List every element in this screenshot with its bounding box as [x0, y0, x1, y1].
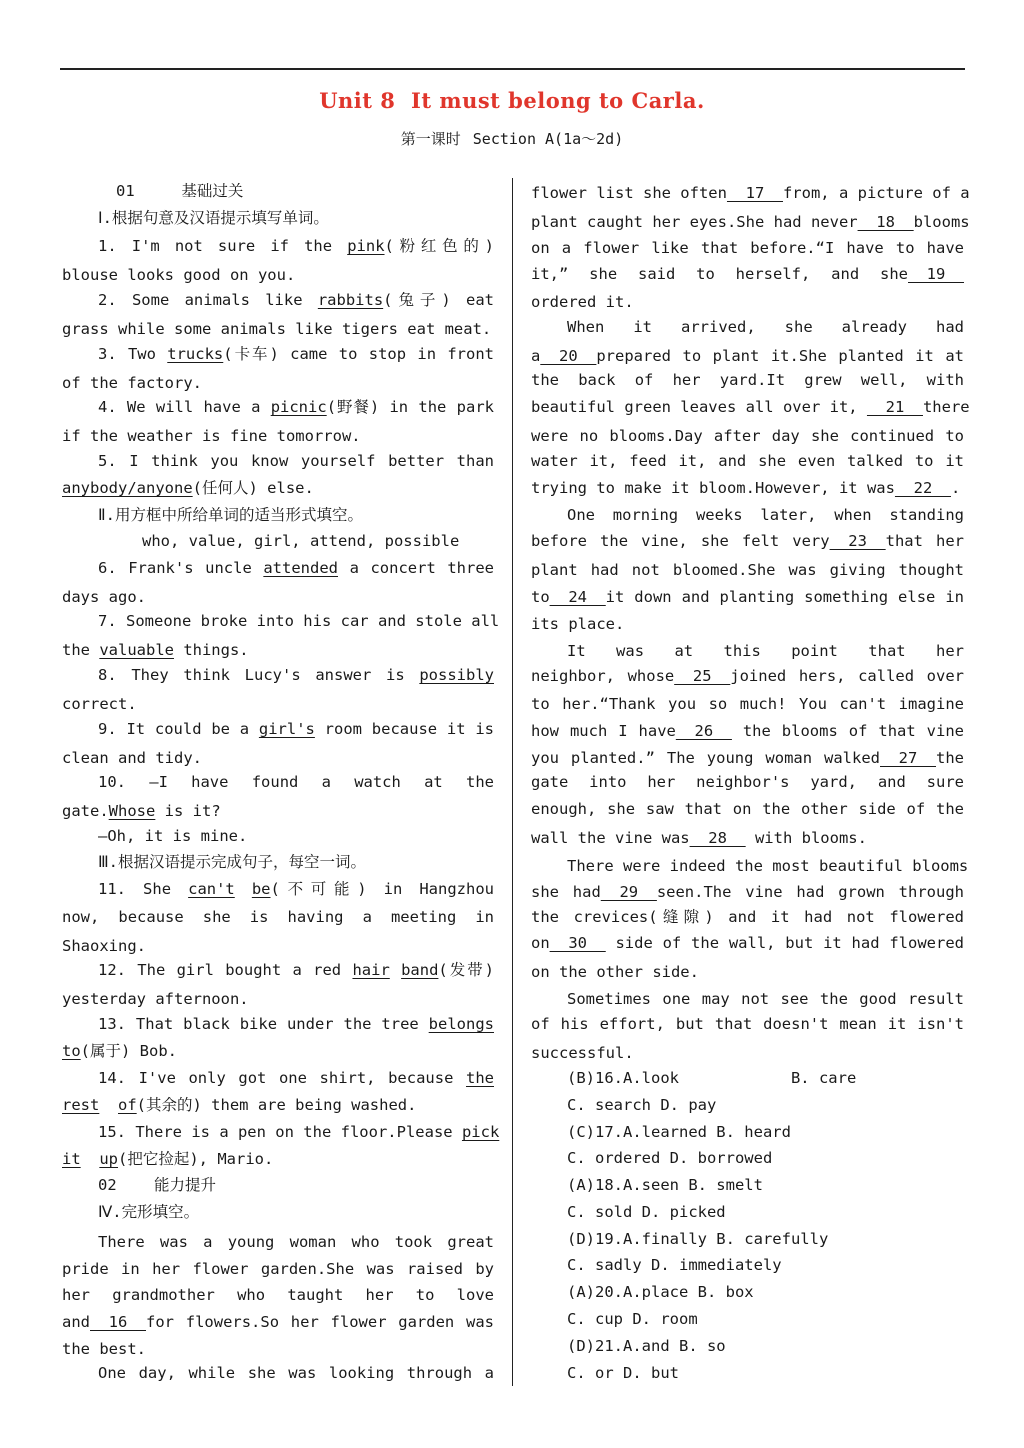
cloze-line: Sometimes one may not see the good result: [567, 990, 964, 1008]
cloze-line: It was at this point that her: [567, 642, 964, 660]
question-7-cont: the valuable things.: [62, 641, 249, 659]
cloze-line: There were indeed the most beautiful blooms: [567, 857, 969, 875]
blank-29: __29__: [600, 883, 657, 901]
question-6-cont: days ago.: [62, 588, 146, 606]
answer-15c: up: [99, 1150, 119, 1168]
question-15: 15. There is a pen on the floor.Please pick: [98, 1123, 500, 1141]
page-title: Unit 8 It must belong to Carla.: [319, 88, 705, 113]
cloze-line: There was a young woman who took great: [98, 1233, 494, 1251]
question-6: 6. Frank's uncle attended a concert three: [98, 559, 495, 577]
cloze-line: to__24__it down and planting something else in: [531, 588, 964, 606]
answer-11b: be: [251, 880, 271, 898]
cloze-line: her grandmother who taught her to love: [62, 1286, 494, 1304]
answer-12a: hair: [352, 961, 390, 979]
cloze-line: pride in her flower garden.She was raised by: [62, 1260, 494, 1278]
cloze-line: how much I have__26__ the blooms of that vine: [531, 722, 964, 740]
cloze-line: on a flower like that before.“I have to have: [531, 239, 964, 257]
question-10-reply: —Oh, it is mine.: [98, 827, 248, 845]
cloze-line: ordered it.: [531, 293, 634, 311]
answer-15a: pick: [461, 1123, 500, 1141]
option-16: (B)16.A.look B. care: [567, 1069, 857, 1087]
answer-4: picnic: [270, 398, 327, 416]
question-10-cont: gate.Whose is it?: [62, 802, 221, 820]
column-divider: [512, 178, 513, 1386]
page-subtitle: [0, 128, 1024, 149]
cloze-line: on the other side.: [531, 963, 699, 981]
cloze-line: plant had not bloomed.She was giving thought: [531, 561, 964, 579]
cloze-line: trying to make it bloom.However, it was__22__.: [531, 479, 961, 497]
question-1: 1. I'm not sure if the pink(粉红色的): [98, 237, 494, 255]
question-13: 13. That black bike under the tree belongs: [98, 1015, 494, 1033]
answer-13b: to: [62, 1042, 81, 1060]
section-heading-02: 02 能力提升: [98, 1176, 217, 1194]
answer-7: valuable: [99, 641, 174, 659]
question-11-cont: now, because she is having a meeting in: [62, 908, 494, 926]
cloze-line: on__30__ side of the wall, but it had flowered: [531, 934, 964, 952]
answer-15b: it: [62, 1150, 81, 1168]
answer-14a: the: [466, 1069, 494, 1087]
section-heading-01: 01 基础过关: [116, 182, 244, 200]
cloze-line: One morning weeks later, when standing: [567, 506, 964, 524]
option-21: (D)21.A.and B. so: [567, 1337, 726, 1355]
question-8: 8. They think Lucy's answer is possibly: [98, 666, 494, 684]
question-7: 7. Someone broke into his car and stole all: [98, 612, 500, 630]
cloze-line: you planted.” The young woman walked__27__the: [531, 749, 964, 767]
answer-10: Whose: [108, 802, 156, 820]
question-11-cont2: Shaoxing.: [62, 937, 146, 955]
part-2-heading: Ⅱ.用方框中所给单词的适当形式填空。: [98, 506, 363, 524]
question-5: 5. I think you know yourself better than: [98, 452, 494, 470]
answer-8: possibly: [419, 666, 494, 684]
cloze-line: the crevices(缝隙) and it had not flowered: [531, 908, 964, 926]
cloze-line: a__20__prepared to plant it.She planted it at: [531, 347, 964, 365]
option-20: (A)20.A.place B. box: [567, 1283, 754, 1301]
blank-21: __21__: [866, 398, 923, 416]
cloze-line: to her.“Thank you so much! You can't imagine: [531, 695, 964, 713]
blank-23: __23__: [829, 532, 886, 550]
cloze-line: it,” she said to herself, and she__19__: [531, 265, 964, 283]
question-12-cont: yesterday afternoon.: [62, 990, 249, 1008]
answer-5: anybody/anyone: [62, 479, 193, 497]
blank-27: __27__: [880, 749, 936, 767]
option-16-cd: C. search D. pay: [567, 1096, 717, 1114]
blank-20: __20__: [540, 347, 597, 365]
question-4: 4. We will have a picnic(野餐) in the park: [98, 398, 494, 416]
option-19: (D)19.A.finally B. carefully: [567, 1230, 829, 1248]
option-18-cd: C. sold D. picked: [567, 1203, 726, 1221]
word-box: who, value, girl, attend, possible: [142, 532, 460, 550]
question-9: 9. It could be a girl's room because it is: [98, 720, 494, 738]
part-4-heading: Ⅳ.完形填空。: [98, 1203, 200, 1221]
question-2: 2. Some animals like rabbits(兔子) eat: [98, 291, 494, 309]
option-21-cd: C. or D. but: [567, 1364, 679, 1382]
blank-26: __26__: [675, 722, 732, 740]
cloze-line: the best.: [62, 1340, 146, 1358]
question-2-cont: grass while some animals like tigers eat meat.: [62, 320, 492, 338]
cloze-line: neighbor, whose__25__joined hers, called over: [531, 667, 964, 685]
answer-11a: can't: [188, 880, 235, 898]
option-20-cd: C. cup D. room: [567, 1310, 698, 1328]
blank-25: __25__: [674, 667, 731, 685]
question-10: 10. —I have found a watch at the: [98, 773, 494, 791]
cloze-line: wall the vine was__28__ with blooms.: [531, 829, 867, 847]
question-13-cont: to(属于) Bob.: [62, 1042, 177, 1060]
question-5-cont: anybody/anyone(任何人) else.: [62, 479, 314, 497]
question-1-cont: blouse looks good on you.: [62, 266, 296, 284]
option-18: (A)18.A.seen B. smelt: [567, 1176, 763, 1194]
answer-1: pink: [347, 237, 385, 255]
option-17-cd: C. ordered D. borrowed: [567, 1149, 773, 1167]
answer-6: attended: [263, 559, 338, 577]
answer-14c: of: [118, 1096, 137, 1114]
question-9-cont: clean and tidy.: [62, 749, 202, 767]
cloze-line: successful.: [531, 1044, 634, 1062]
cloze-line: and__16__for flowers.So her flower garden was: [62, 1313, 494, 1331]
part-1-heading: Ⅰ.根据句意及汉语提示填写单词。: [98, 209, 329, 227]
blank-24: __24__: [549, 588, 606, 606]
cloze-line: the back of her yard.It grew well, with: [531, 371, 964, 389]
answer-2: rabbits: [317, 291, 384, 309]
cloze-line: were no blooms.Day after day she continued to: [531, 427, 964, 445]
question-3-cont: of the factory.: [62, 374, 202, 392]
question-14-cont: rest of(其余的) them are being washed.: [62, 1096, 417, 1114]
section-label: Section A(1a～2d): [472, 130, 624, 148]
part-3-heading: Ⅲ.根据汉语提示完成句子，每空一词。: [98, 853, 367, 871]
answer-13a: belongs: [428, 1015, 494, 1033]
blank-18: __18__: [857, 213, 914, 231]
question-12: 12. The girl bought a red hair band(发带): [98, 961, 494, 979]
cloze-line: enough, she saw that on the other side of the: [531, 800, 964, 818]
answer-9: girl's: [258, 720, 315, 738]
answer-3: trucks: [167, 345, 224, 363]
cloze-line: One day, while she was looking through a: [98, 1364, 494, 1382]
blank-17: __17__: [726, 184, 783, 202]
option-17: (C)17.A.learned B. heard: [567, 1123, 791, 1141]
cloze-line: plant caught her eyes.She had never__18__blooms: [531, 213, 970, 231]
cloze-line: of his effort, but that doesn't mean it isn't: [531, 1015, 964, 1033]
answer-12b: band: [401, 961, 439, 979]
blank-30: __30__: [549, 934, 606, 952]
cloze-line: gate into her neighbor's yard, and sure: [531, 773, 964, 791]
answer-14b: rest: [62, 1096, 100, 1114]
question-3: 3. Two trucks(卡车) came to stop in front: [98, 345, 494, 363]
lesson-label: 第一课时: [400, 130, 461, 148]
question-4-cont: if the weather is fine tomorrow.: [62, 427, 361, 445]
cloze-line: water it, feed it, and she even talked to it: [531, 452, 964, 470]
question-14: 14. I've only got one shirt, because the: [98, 1069, 494, 1087]
cloze-line: its place.: [531, 615, 625, 633]
cloze-line: When it arrived, she already had: [567, 318, 964, 336]
blank-16: __16__: [90, 1313, 146, 1331]
question-15-cont: it up(把它捡起), Mario.: [62, 1150, 274, 1168]
blank-22: __22__: [894, 479, 951, 497]
cloze-line: beautiful green leaves all over it, __21__there: [531, 398, 970, 416]
cloze-line: she had__29__seen.The vine had grown through: [531, 883, 964, 901]
cloze-line: flower list she often__17__from, a picture of a: [531, 184, 970, 202]
blank-28: __28__: [689, 829, 746, 847]
question-11: 11. She can't be(不可能) in Hangzhou: [98, 880, 494, 898]
cloze-line: before the vine, she felt very__23__that her: [531, 532, 964, 550]
top-rule: [60, 68, 965, 70]
option-19-cd: C. sadly D. immediately: [567, 1256, 782, 1274]
question-8-cont: correct.: [62, 695, 137, 713]
blank-19: __19__: [908, 265, 964, 283]
